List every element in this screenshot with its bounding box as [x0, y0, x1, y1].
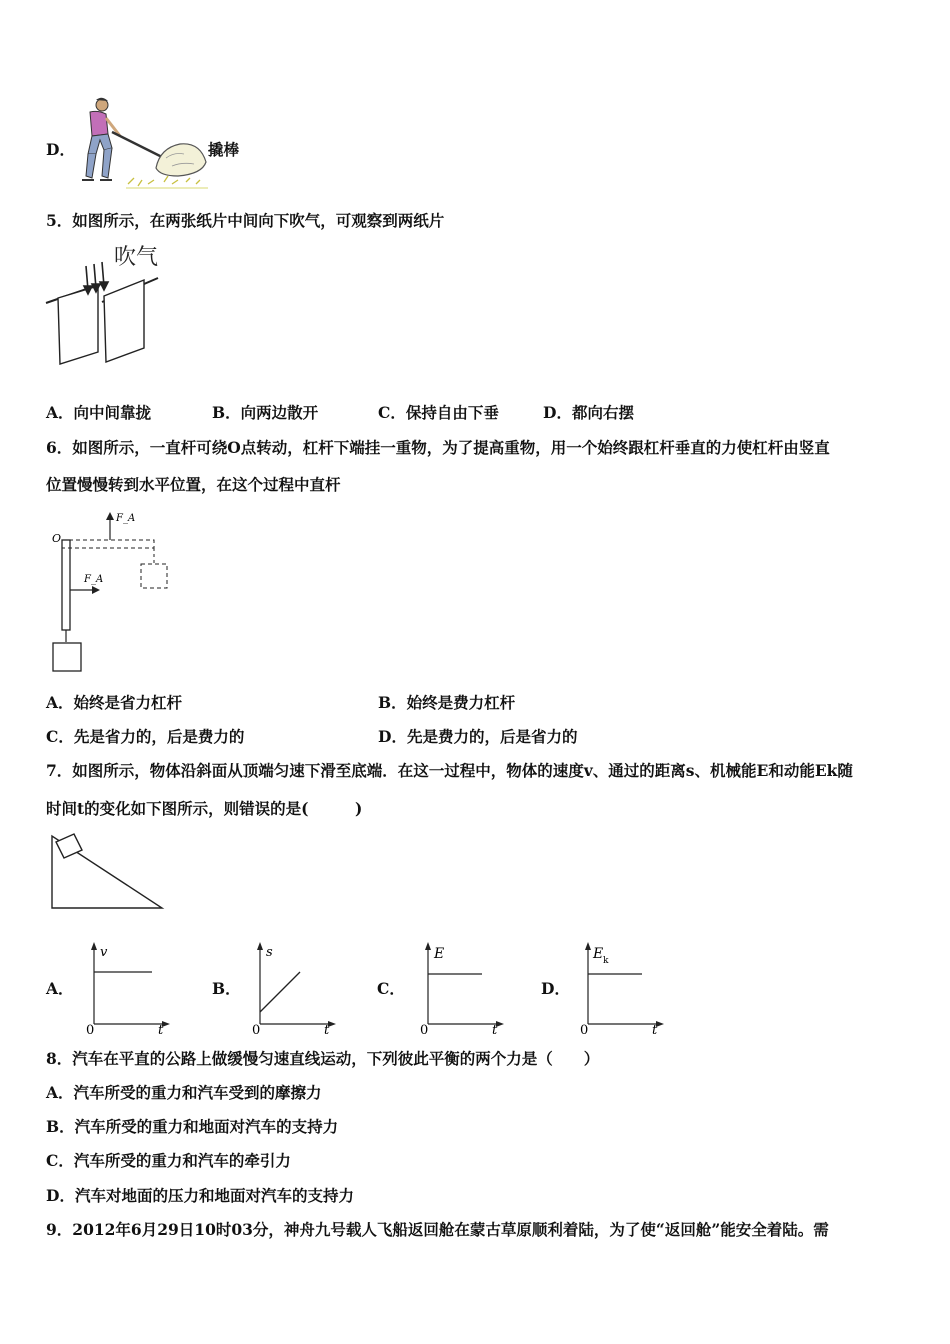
- graph-c-xlabel: t: [492, 1023, 498, 1038]
- graph-ek-t: [578, 942, 668, 1036]
- graph-d-origin: 0: [580, 1023, 589, 1038]
- q5-option-b: B．向两边散开: [212, 403, 319, 422]
- q5-option-a: A．向中间靠拢: [46, 403, 152, 422]
- graph-a-origin: 0: [86, 1023, 95, 1038]
- q5-option-d: D．都向右摆: [543, 403, 634, 422]
- q5-stem: 5．如图所示，在两张纸片中间向下吹气，可观察到两纸片: [46, 211, 445, 230]
- graph-a-ylabel: v: [100, 945, 108, 960]
- q4-option-d-label: 撬棒: [208, 140, 240, 159]
- q6-option-d: D．先是费力的，后是省力的: [378, 727, 578, 746]
- q8-option-c: C．汽车所受的重力和汽车的牵引力: [46, 1151, 291, 1170]
- blowing-papers-figure: [46, 240, 176, 370]
- pivot-label: O: [52, 532, 62, 545]
- q6-option-a: A．始终是省力杠杆: [46, 693, 183, 712]
- graph-b-line: [260, 972, 300, 1012]
- q9-stem: 9．2012年6月29日10时03分，神舟九号载人飞船返回舱在蒙古草原顺利着陆，为了使“返回舱”能安全着陆。需: [46, 1220, 829, 1239]
- q8-option-b: B．汽车所受的重力和地面对汽车的支持力: [46, 1117, 339, 1136]
- q7-stem-line1: 7．如图所示，物体沿斜面从顶端匀速下滑至底端．在这一过程中，物体的速度v、通过的距离s、机械能E和动能Ek随: [46, 761, 853, 780]
- q8-option-a: A．汽车所受的重力和汽车受到的摩擦力: [46, 1083, 322, 1102]
- q8-option-d: D．汽车对地面的压力和地面对汽车的支持力: [46, 1186, 354, 1205]
- graph-c-ylabel: E: [434, 946, 445, 962]
- q6-stem-line2: 位置慢慢转到水平位置，在这个过程中直杆: [46, 475, 341, 494]
- graph-a-xlabel: t: [158, 1023, 164, 1038]
- q6-option-c: C．先是省力的，后是费力的: [46, 727, 245, 746]
- graph-b-origin: 0: [252, 1023, 261, 1038]
- blow-label: 吹气: [114, 245, 159, 270]
- graph-d-ylabel: E: [593, 946, 604, 962]
- q4-option-d-letter: D．: [46, 140, 75, 159]
- lever-figure: [46, 508, 176, 673]
- q7-option-d: D．: [541, 979, 570, 998]
- force-top-label: F_A: [116, 513, 136, 524]
- q8-stem: 8．汽车在平直的公路上做缓慢匀速直线运动，下列彼此平衡的两个力是（ ）: [46, 1049, 600, 1068]
- graph-d-ysub: k: [603, 956, 609, 966]
- graph-b-ylabel: s: [266, 945, 273, 960]
- q6-option-b: B．始终是费力杠杆: [378, 693, 516, 712]
- q7-option-b: B．: [212, 979, 241, 998]
- graph-v-t: [84, 942, 174, 1036]
- graph-s-t: [250, 942, 340, 1036]
- graph-c-origin: 0: [420, 1023, 429, 1038]
- incline-figure: [50, 832, 165, 912]
- graph-b-xlabel: t: [324, 1023, 330, 1038]
- graph-d-xlabel: t: [652, 1023, 658, 1038]
- q6-stem-line1: 6．如图所示，一直杆可绕O点转动，杠杆下端挂一重物，为了提高重物，用一个始终跟杠杆垂直的力使杠杆由竖直: [46, 438, 830, 457]
- crowbar-figure: [68, 96, 208, 192]
- q7-option-c: C．: [377, 979, 405, 998]
- q7-stem-line2: 时间t的变化如下图所示，则错误的是( ): [46, 799, 363, 818]
- force-mid-label: F_A: [84, 574, 104, 585]
- q7-option-a: A．: [46, 979, 74, 998]
- q5-option-c: C．保持自由下垂: [378, 403, 499, 422]
- graph-e-t: [418, 942, 508, 1036]
